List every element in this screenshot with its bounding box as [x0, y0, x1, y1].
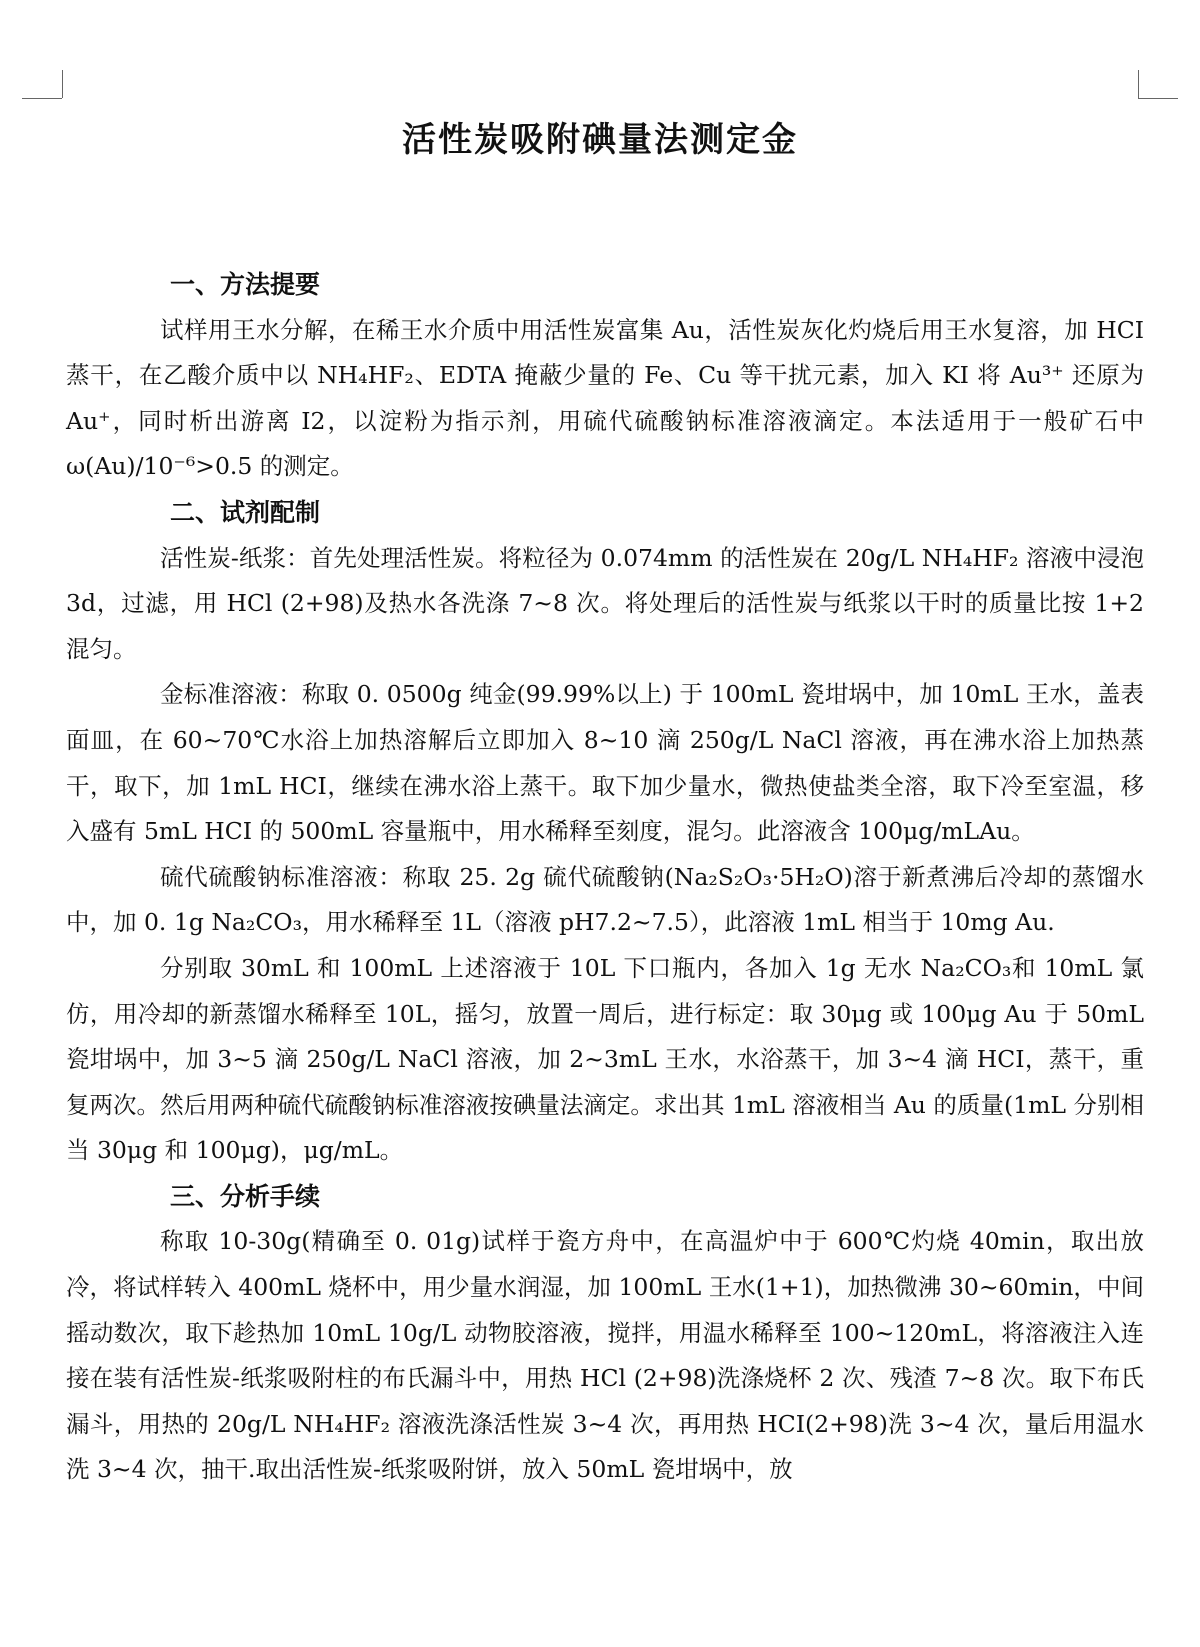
section-heading: 一、方法提要	[170, 270, 321, 299]
section-method-summary	[66, 262, 1144, 490]
paragraph: 金标准溶液：称取 0. 0500g 纯金(99.99%以上) 于 100mL 瓷坩埚中，加 10mL 王水，盖表面皿，在 60~70℃水浴上加热溶解后立即加入 8~10 滴 250g/L NaCl 溶液，再在沸水浴上加热蒸干，取下，加 1mL HCI，继续在沸水浴上蒸干。取下加少量水，微热使盐类全溶，取下冷至室温，移入盛有 5mL HCI 的 500mL 容量瓶中，用水稀释至刻度，混匀。此溶液含 100μg/mLAu。	[66, 680, 1144, 846]
section-heading: 三、分析手续	[170, 1181, 321, 1211]
section-heading: 二、试剂配制	[170, 497, 321, 527]
crop-mark-top-left	[62, 70, 63, 98]
document-title: 活性炭吸附碘量法测定金	[402, 120, 798, 160]
crop-mark-top-right	[1138, 70, 1139, 98]
document-body	[66, 262, 1144, 1493]
paragraph: 试样用王水分解，在稀王水介质中用活性炭富集 Au，活性炭灰化灼烧后用王水复溶，加 HCI 蒸干，在乙酸介质中以 NH₄HF₂、EDTA 掩蔽少量的 Fe、Cu 等干扰元素，加入 KI 将 Au³⁺ 还原为 Au⁺，同时析出游离 I2，以淀粉为指示剂，用硫代硫酸钠标准溶液滴定。本法适用于一般矿石中ω(Au)/10⁻⁶>0.5 的测定。	[66, 315, 1144, 481]
section-analysis-procedure	[66, 1174, 1144, 1493]
crop-mark-top-left-horizontal	[22, 98, 62, 99]
section-reagent-preparation	[66, 490, 1144, 1174]
paragraph: 称取 10-30g(精确至 0. 01g)试样于瓷方舟中，在高温炉中于 600℃灼烧 40min，取出放冷，将试样转入 400mL 烧杯中，用少量水润湿，加 100mL 王水(1+1)，加热微沸 30~60min，中间摇动数次，取下趁热加 10mL 10g/L 动物胶溶液，搅拌，用温水稀释至 100~120mL，将溶液注入连接在装有活性炭-纸浆吸附柱的布氏漏斗中，用热 HCl (2+98)洗涤烧杯 2 次、残渣 7~8 次。取下布氏漏斗，用热的 20g/L NH₄HF₂ 溶液洗涤活性炭 3~4 次，再用热 HCI(2+98)洗 3~4 次，量后用温水洗 3~4 次，抽干.取出活性炭-纸浆吸附饼，放入 50mL 瓷坩埚中，放	[66, 1227, 1144, 1484]
paragraph: 活性炭-纸浆：首先处理活性炭。将粒径为 0.074mm 的活性炭在 20g/L NH₄HF₂ 溶液中浸泡 3d，过滤，用 HCl (2+98)及热水各洗涤 7~8 次。将处理后的活性炭与纸浆以干时的质量比按 1+2 混匀。	[66, 543, 1144, 663]
paragraph: 分别取 30mL 和 100mL 上述溶液于 10L 下口瓶内，各加入 1g 无水 Na₂CO₃和 10mL 氯仿，用冷却的新蒸馏水稀释至 10L，摇匀，放置一周后，进行标定：取 30μg 或 100μg Au 于 50mL 瓷坩埚中，加 3~5 滴 250g/L NaCl 溶液，加 2~3mL 王水，水浴蒸干，加 3~4 滴 HCI，蒸干，重复两次。然后用两种硫代硫酸钠标准溶液按碘量法滴定。求出其 1mL 溶液相当 Au 的质量(1mL 分别相当 30μg 和 100μg)，μg/mL。	[66, 953, 1144, 1165]
paragraph: 硫代硫酸钠标准溶液：称取 25. 2g 硫代硫酸钠(Na₂S₂O₃·5H₂O)溶于新煮沸后冷却的蒸馏水中，加 0. 1g Na₂CO₃，用水稀释至 1L（溶液 pH7.2~7.5），此溶液 1mL 相当于 10mg Au.	[66, 862, 1144, 937]
crop-mark-top-right-horizontal	[1138, 98, 1178, 99]
